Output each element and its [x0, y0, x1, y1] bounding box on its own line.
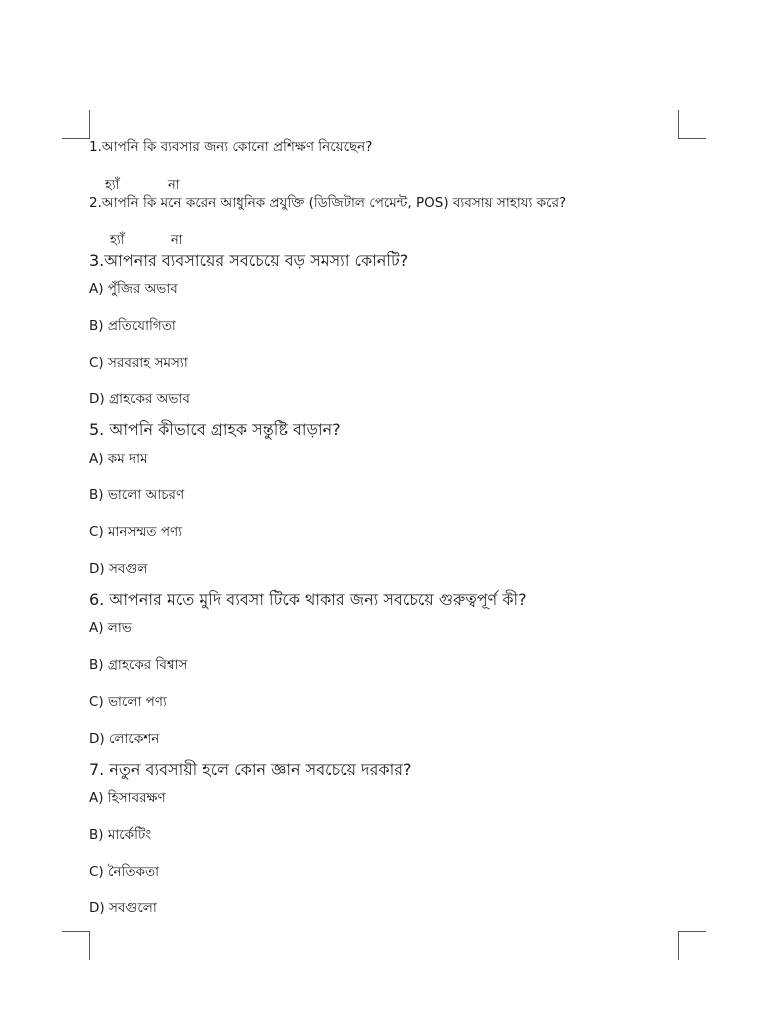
- question-7-text: 7. নতুন ব্যবসায়ী হলে কোন জ্ঞান সবচেয়ে দরকার?: [89, 760, 412, 779]
- question-2-choice-no: না: [171, 233, 183, 248]
- question-6-option-d: D) লোকেশন: [89, 731, 160, 747]
- question-6-option-a: A) লাভ: [89, 620, 132, 636]
- question-3-text: 3.আপনার ব্যবসায়ের সবচেয়ে বড় সমস্যা কোনটি?: [89, 251, 409, 270]
- question-7-option-d: D) সবগুলো: [89, 900, 157, 916]
- question-1-text: 1.আপনি কি ব্যবসার জন্য কোনো প্রশিক্ষণ নিয়েছেন?: [89, 139, 373, 155]
- question-1-choice-yes: হ্যাঁ: [105, 178, 120, 193]
- question-3-option-c: C) সরবরাহ সমস্যা: [89, 355, 188, 371]
- crop-mark-top-right-v: [678, 110, 679, 139]
- question-7-option-c: C) নৈতিকতা: [89, 864, 159, 880]
- crop-mark-top-left-v: [89, 110, 90, 139]
- question-2-text: 2.আপনি কি মনে করেন আধুনিক প্রযুক্তি (ডিজিটাল পেমেন্ট, POS) ব্যবসায় সাহায্য করে?: [89, 195, 567, 211]
- question-3-option-b: B) প্রতিযোগিতা: [89, 318, 176, 334]
- question-5-option-b: B) ভালো আচরণ: [89, 487, 185, 503]
- crop-mark-bottom-left-v: [89, 931, 90, 960]
- question-3-option-d: D) গ্রাহকের অভাব: [89, 391, 190, 407]
- crop-mark-bottom-right-h: [678, 931, 706, 932]
- question-2-choice-yes: হ্যাঁ: [110, 233, 125, 248]
- question-1-choice-no: না: [168, 178, 180, 193]
- question-6-option-b: B) গ্রাহকের বিশ্বাস: [89, 657, 188, 673]
- question-6-text: 6. আপনার মতে মুদি ব্যবসা টিকে থাকার জন্য সবচেয়ে গুরুত্বপূর্ণ কী?: [89, 590, 527, 609]
- question-7-option-b: B) মার্কেটিং: [89, 827, 152, 843]
- question-5-option-a: A) কম দাম: [89, 451, 148, 467]
- crop-mark-top-right-h: [678, 138, 706, 139]
- crop-mark-bottom-left-h: [62, 931, 90, 932]
- question-5-option-d: D) সবগুল: [89, 561, 148, 577]
- question-7-option-a: A) হিসাবরক্ষণ: [89, 790, 166, 806]
- crop-mark-bottom-right-v: [678, 931, 679, 960]
- crop-mark-top-left-h: [62, 138, 90, 139]
- question-5-option-c: C) মানসম্মত পণ্য: [89, 524, 183, 540]
- question-3-option-a: A) পুঁজির অভাব: [89, 281, 178, 297]
- question-6-option-c: C) ভালো পণ্য: [89, 694, 167, 710]
- question-5-text: 5. আপনি কীভাবে গ্রাহক সন্তুষ্টি বাড়ান?: [89, 420, 341, 439]
